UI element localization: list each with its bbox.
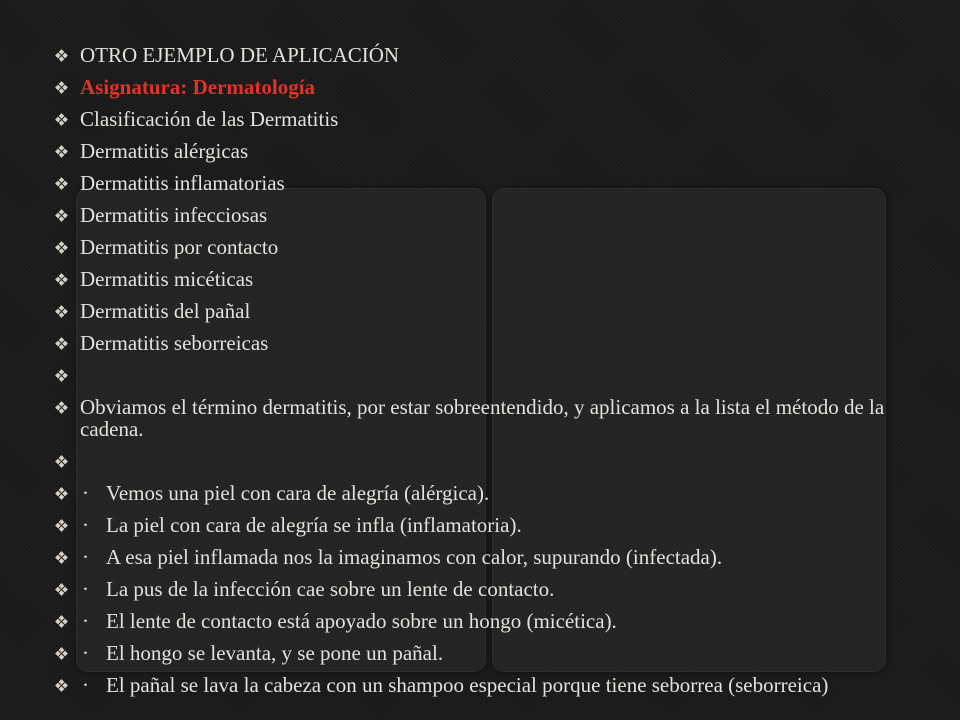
diamond-bullet-icon <box>54 332 68 354</box>
list-item <box>54 610 924 642</box>
list-item <box>54 514 924 546</box>
list-item-body <box>80 610 924 632</box>
sub-bullet-marker: · <box>82 577 89 601</box>
list-item-text: Obviamos el término dermatitis, por estar sobreentendido, y aplicamos a la lista el método de la cadena. <box>80 395 885 441</box>
list-item-empty <box>54 364 924 396</box>
list-item-text: Dermatitis micéticas <box>80 267 254 291</box>
diamond-bullet-icon <box>54 172 68 194</box>
list-item <box>54 642 924 674</box>
list-item-text: La pus de la infección cae sobre un lente de contacto. <box>106 577 555 601</box>
list-item <box>54 396 924 450</box>
list-item <box>54 578 924 610</box>
sub-bullet-marker: · <box>82 481 89 505</box>
list-item-body <box>80 674 924 696</box>
diamond-bullet-icon <box>54 610 68 632</box>
bullet-list <box>54 44 924 706</box>
diamond-bullet-icon <box>54 44 68 66</box>
slide-title-text: OTRO EJEMPLO DE APLICACIÓN <box>80 43 400 67</box>
list-item-text: Dermatitis infecciosas <box>80 203 268 227</box>
list-item <box>54 332 924 364</box>
list-item-body <box>80 514 924 536</box>
list-item-text: El pañal se lava la cabeza con un shampoo especial porque tiene seborrea (seborreica) <box>106 673 829 697</box>
list-item <box>54 300 924 332</box>
diamond-bullet-icon <box>54 364 68 386</box>
list-item-text: El lente de contacto está apoyado sobre un hongo (micética). <box>106 609 617 633</box>
list-item-text: Dermatitis por contacto <box>80 235 279 259</box>
list-item <box>54 268 924 300</box>
diamond-bullet-icon <box>54 482 68 504</box>
diamond-bullet-icon <box>54 76 68 98</box>
diamond-bullet-icon <box>54 450 68 472</box>
diamond-bullet-icon <box>54 642 68 664</box>
list-item-text: A esa piel inflamada nos la imaginamos con calor, supurando (infectada). <box>106 545 723 569</box>
list-item-text: Dermatitis seborreicas <box>80 331 269 355</box>
list-item-text: Clasificación de las Dermatitis <box>80 107 339 131</box>
list-item-text: Dermatitis alérgicas <box>80 139 249 163</box>
list-item <box>54 76 924 108</box>
diamond-bullet-icon <box>54 236 68 258</box>
list-item-body <box>80 482 924 504</box>
list-item <box>54 674 924 706</box>
diamond-bullet-icon <box>54 108 68 130</box>
subject-text: Asignatura: Dermatología <box>80 75 316 99</box>
list-item-text: El hongo se levanta, y se pone un pañal. <box>106 641 444 665</box>
diamond-bullet-icon <box>54 396 68 418</box>
sub-bullet-marker: · <box>82 545 89 569</box>
list-item-text: Dermatitis del pañal <box>80 299 251 323</box>
list-item <box>54 140 924 172</box>
sub-bullet-marker: · <box>82 609 89 633</box>
list-item-text: Dermatitis inflamatorias <box>80 171 285 195</box>
list-item-text: Vemos una piel con cara de alegría (alérgica). <box>106 481 490 505</box>
sub-bullet-marker: · <box>82 513 89 537</box>
list-item <box>54 172 924 204</box>
list-item-empty <box>54 450 924 482</box>
diamond-bullet-icon <box>54 578 68 600</box>
diamond-bullet-icon <box>54 546 68 568</box>
list-item-body <box>80 578 924 600</box>
list-item <box>54 236 924 268</box>
list-item <box>54 108 924 140</box>
diamond-bullet-icon <box>54 204 68 226</box>
list-item <box>54 482 924 514</box>
diamond-bullet-icon <box>54 300 68 322</box>
diamond-bullet-icon <box>54 674 68 696</box>
list-item <box>54 204 924 236</box>
list-item-text: La piel con cara de alegría se infla (inflamatoria). <box>106 513 522 537</box>
diamond-bullet-icon <box>54 140 68 162</box>
list-item-body <box>80 546 924 568</box>
list-item <box>54 546 924 578</box>
diamond-bullet-icon <box>54 268 68 290</box>
list-item-body <box>80 642 924 664</box>
diamond-bullet-icon <box>54 514 68 536</box>
sub-bullet-marker: · <box>82 673 89 697</box>
list-item <box>54 44 924 76</box>
sub-bullet-marker: · <box>82 641 89 665</box>
